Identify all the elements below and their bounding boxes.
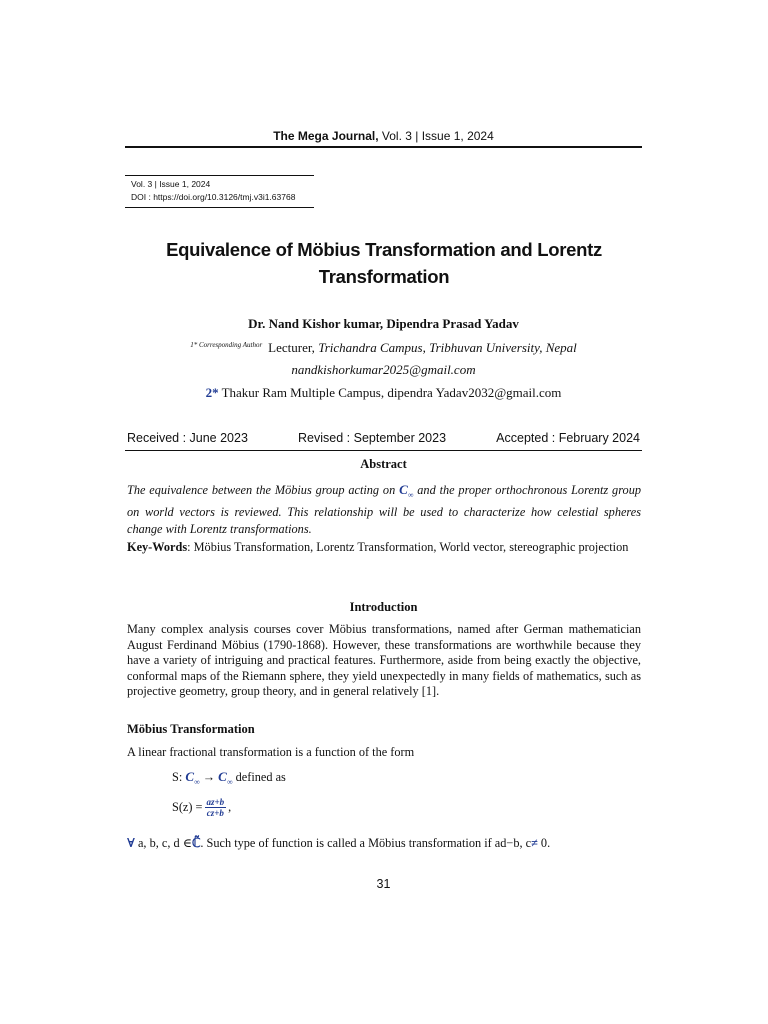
journal-name: The Mega Journal, (273, 129, 379, 143)
author-email[interactable]: nandkishorkumar2025@gmail.com (291, 362, 476, 377)
paper-title: Equivalence of Möbius Transformation and Lorentz Transformation (166, 239, 602, 287)
c-infinity-symbol (399, 482, 414, 500)
authors: Dr. Nand Kishor kumar, Dipendra Prasad Yadav (248, 316, 519, 331)
affiliation-role: Lecturer, (268, 340, 319, 355)
dates-row (127, 431, 640, 445)
affiliation-place: Trichandra Campus, Tribhuvan University, Nepal (318, 340, 577, 355)
forall-symbol: ∀ (127, 836, 135, 850)
inf-symbol: ∞ (407, 490, 414, 500)
c-symbol: C (399, 482, 408, 497)
header-rule (125, 146, 642, 148)
affiliation-2-text: Thakur Ram Multiple Campus, dipendra Yadav2032@gmail.com (218, 385, 562, 400)
condition-line (127, 835, 550, 851)
c-infinity-codomain (218, 769, 233, 787)
meta-vol-issue: Vol. 3 | Issue 1, 2024 (131, 179, 211, 189)
abstract-text (127, 481, 641, 538)
condition-vars: a, b, c, d ∈ (134, 836, 192, 850)
condition-text: . Such type of function is called a Möbius transformation if ad−b, c (200, 836, 532, 850)
keywords-label: Key-Words (127, 540, 188, 554)
condition-end: 0. (537, 836, 551, 850)
keywords-text: : Möbius Transformation, Lorentz Transformation, World vector, stereographic projection (187, 540, 629, 554)
inf-symbol: ∞ (226, 777, 233, 787)
article-meta (125, 175, 314, 208)
affiliation-2 (125, 385, 642, 401)
journal-header (125, 129, 642, 143)
fraction-denominator: cz+b (206, 808, 224, 818)
c-symbol: C (185, 769, 195, 784)
meta-doi[interactable]: DOI : https://doi.org/10.3126/tmj.v3i1.63768 (131, 192, 296, 202)
corresponding-note: 1* Corresponding Author (190, 341, 263, 349)
introduction-text: Many complex analysis courses cover Möbius transformations, named after German mathematician August Ferdinand Möbius (1790-1868). However, these transformations are worthwhile because they have a variety of intriguing and practical features. Furthermore, aside from being exactly the objective, conformal maps of the Riemann sphere, they yield unexpectedly in many fields of mathematics, such as projective geometry, group theory, and in general relatively [1]. (127, 622, 641, 698)
defined-as: defined as (232, 770, 286, 784)
date-accepted: Accepted : February 2024 (496, 431, 640, 445)
mobius-intro: A linear fractional transformation is a function of the form (127, 745, 415, 759)
keywords (127, 539, 641, 555)
map-prefix: S: (172, 770, 186, 784)
abstract-part-2: and the proper orthochronous Lorentz group on world vectors is reviewed. This relationship will be used to characterize how celestial spheres change with Lorentz transformations. (127, 483, 641, 536)
date-received: Received : June 2023 (127, 431, 248, 445)
fraction (205, 797, 227, 818)
page-number: 31 (376, 877, 391, 891)
mobius-heading: Möbius Transformation (127, 722, 255, 736)
abstract-heading: Abstract (360, 457, 407, 471)
abstract-part-1: The equivalence between the Möbius group acting on (127, 483, 400, 497)
sz-prefix: S(z) = (172, 800, 203, 814)
inf-symbol: ∞ (194, 777, 200, 787)
neq-symbol: ≠ (531, 836, 538, 850)
dates-rule (125, 450, 642, 451)
extended-complex-symbol: ℂ̃ (191, 836, 201, 850)
c-symbol: C (218, 769, 227, 784)
introduction-heading: Introduction (349, 600, 418, 614)
c-infinity-domain (185, 769, 200, 787)
formula-line (172, 797, 231, 818)
affiliation-1 (125, 340, 642, 356)
affiliation-2-marker: 2* (205, 385, 219, 400)
sz-suffix: , (228, 800, 232, 814)
arrow-symbol: → (199, 770, 219, 784)
mapping-line (172, 769, 286, 787)
date-revised: Revised : September 2023 (298, 431, 447, 445)
fraction-numerator: az+b (206, 797, 225, 807)
journal-issue: Vol. 3 | Issue 1, 2024 (378, 129, 494, 143)
